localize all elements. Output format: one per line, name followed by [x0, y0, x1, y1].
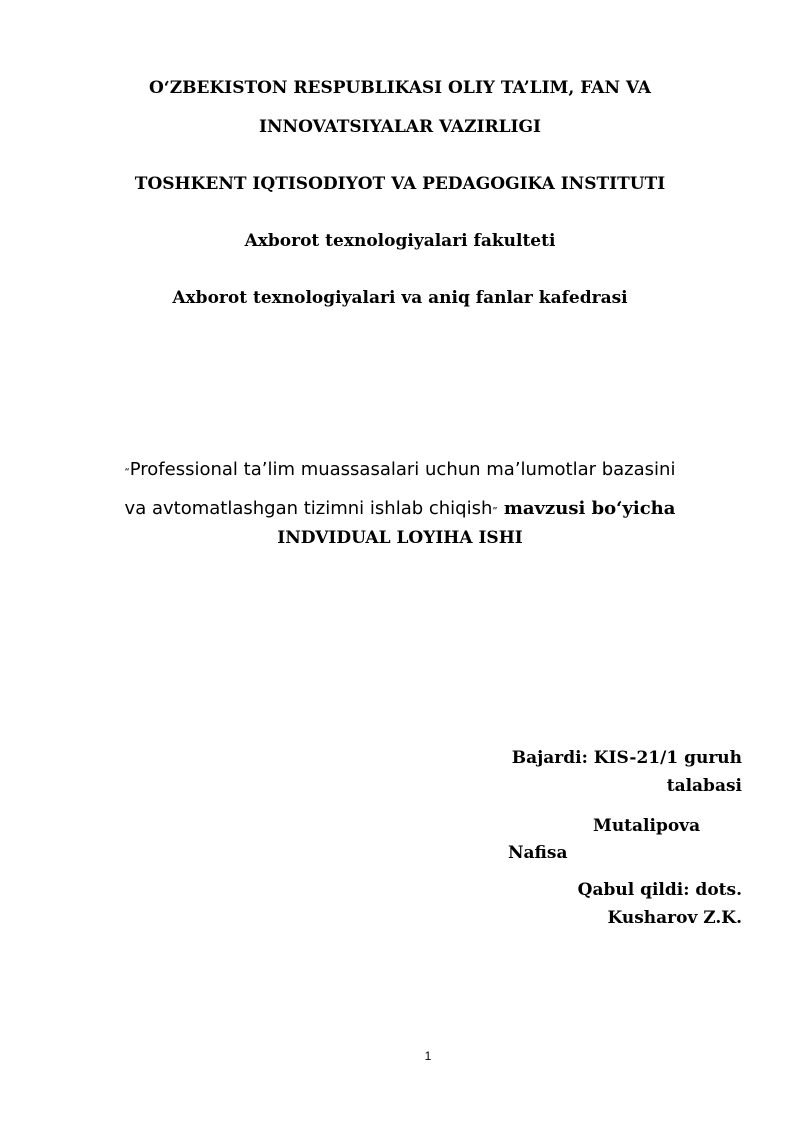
topic-title-part-2: va avtomatlashgan tizimni ishlab chiqish: [124, 498, 493, 519]
faculty-name: Axborot texnologiyalari fakulteti: [244, 231, 556, 251]
institute-name: TOSHKENT IQTISODIYOT VA PEDAGOGIKA INSTITUTI: [134, 174, 666, 194]
topic-title-part-1: Professional ta’lim muassasalari uchun ma’lumotlar bazasini: [129, 459, 676, 480]
student-surname: Mutalipova: [593, 816, 701, 836]
page-number: 1: [424, 1049, 432, 1063]
topic-line-1: [0, 459, 800, 480]
accepted-by-line-2: Kusharov Z.K.: [607, 908, 742, 928]
student-name: Nafisa: [508, 843, 568, 863]
ministry-line-2: INNOVATSIYALAR VAZIRLIGI: [259, 117, 541, 137]
ministry-line-1: O‘ZBEKISTON RESPUBLIKASI OLIY TA’LIM, FAN VA: [149, 78, 651, 98]
accepted-by-line-1: Qabul qildi: dots.: [577, 880, 742, 900]
close-quote: ”: [492, 506, 498, 517]
topic-suffix: mavzusi bo‘yicha: [497, 498, 676, 519]
performed-by-line-1: Bajardi: KIS-21/1 guruh: [511, 748, 742, 768]
department-name: Axborot texnologiyalari va aniq fanlar kafedrasi: [172, 288, 628, 308]
open-quote: “: [124, 467, 130, 478]
work-type: INDVIDUAL LOYIHA ISHI: [277, 528, 523, 548]
topic-line-2: [0, 498, 800, 519]
performed-by-line-2: talabasi: [666, 776, 742, 796]
